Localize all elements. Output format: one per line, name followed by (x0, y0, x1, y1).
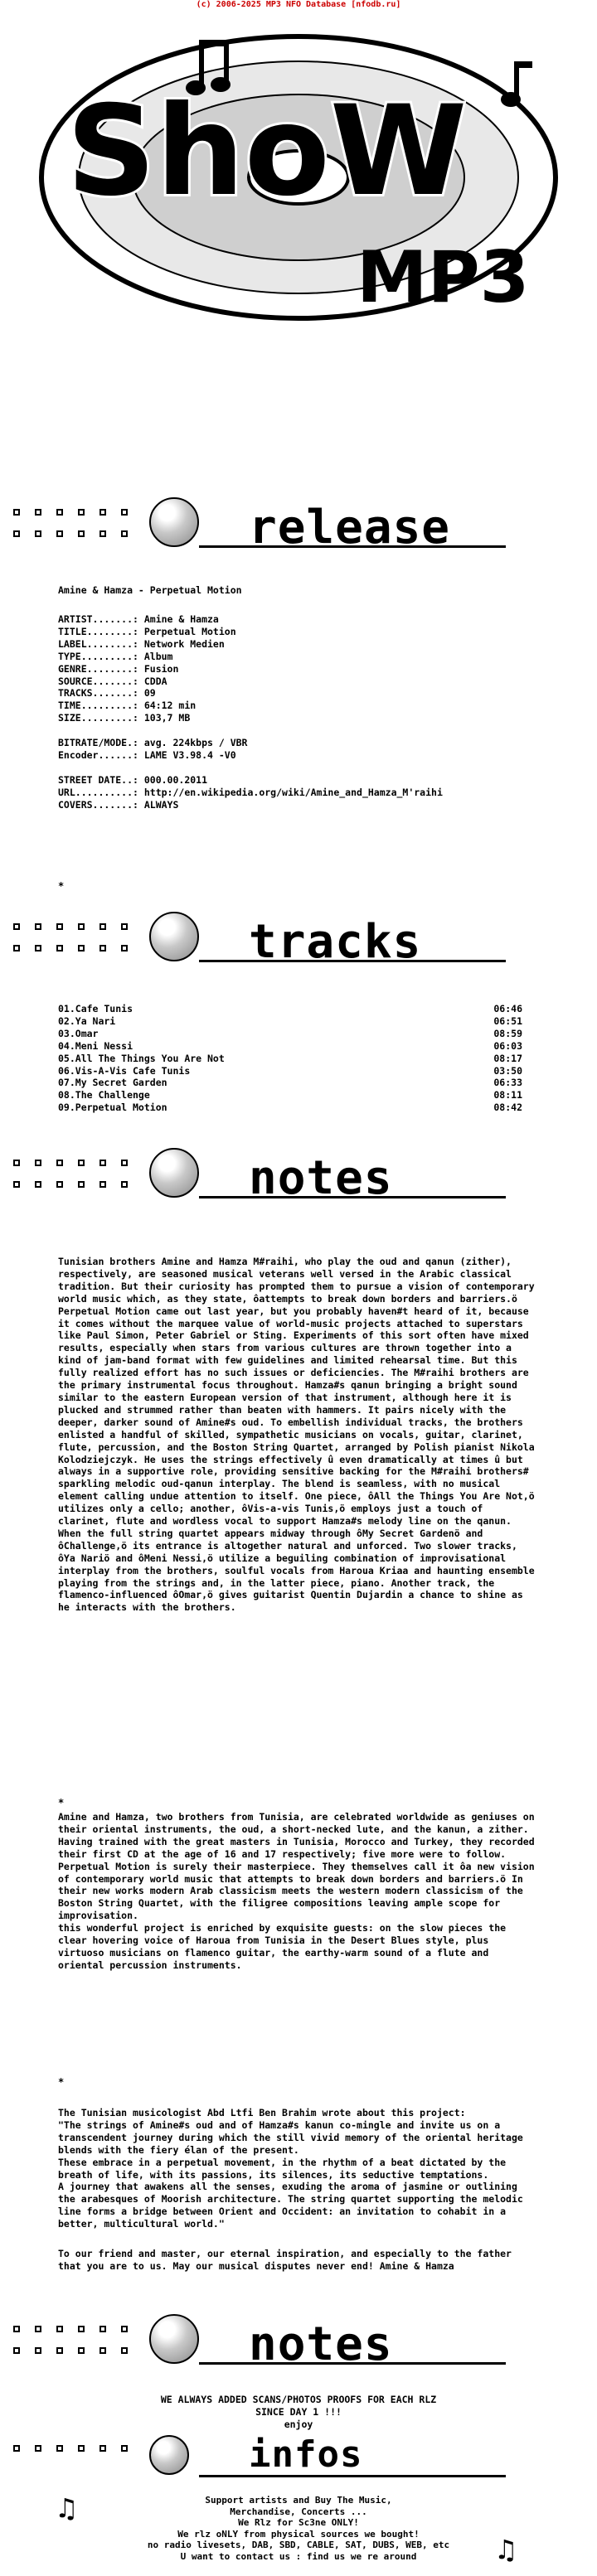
scans-line-3: enjoy (284, 2418, 313, 2430)
release-field (58, 724, 443, 737)
track-time: 08:42 (493, 1102, 522, 1114)
release-heading: release (249, 501, 451, 554)
infos-line-5: no radio livesets, DAB, SBD, CABLE, SAT, DUBS, WEB, etc (147, 2540, 450, 2550)
notes-paragraph-4: To our friend and master, our eternal inspiration, and especially to the father that you are to us. May our musical disputes never end! Amine & Hamza (58, 2248, 512, 2272)
release-field: TIME.........: 64:12 min (58, 700, 197, 712)
logo (0, 12, 597, 343)
track-time: 06:51 (493, 1014, 522, 1027)
notes-heading: notes (249, 1151, 393, 1205)
tracklist (58, 1003, 539, 1114)
release-field: STREET DATE..: 000.00.2011 (58, 773, 208, 786)
credit-line: (c) 2006-2025 MP3 NFO Database [nfodb.ru] (196, 0, 401, 9)
notes-paragraph-2: Amine and Hamza, two brothers from Tunisia, are celebrated worldwide as geniuses on their oriental instruments, the oud, a short-necked lute, and the kanun, a zither. Having trained with the great masters in Tunisia, Morocco and Turkey, they recorded their first CD at the age of 16 and 17 respectively; five more were to follow. Perpetual Motion is surely their masterpiece. They themselves call it ôa new vision of contemporary world music that attempts to break down borders and barriers.ö In their new works modern Arab classicism meets the western modern classicism of the Boston String Quartet, with the filigree compositions leaving ample scope for improvisation. this wonderful project is enriched by exquisite guests: on the slow pieces the clear hovering voice of Haroua from Tunisia in the Desert Blues style, plus virtuoso musicians on flamenco guitar, the earthy-warm sound of a flute and oriental percussion instruments. (58, 1811, 535, 1971)
release-field: SOURCE.......: CDDA (58, 675, 167, 687)
infos-line-4: We rlz oNLY from physical sources we bought! (177, 2528, 420, 2540)
infos-line-2: Merchandise, Concerts ... (230, 2506, 367, 2517)
dots-decoration (13, 2445, 128, 2452)
dots-decoration (13, 945, 128, 951)
sphere-icon (149, 1148, 199, 1198)
music-note-icon: ♫ (58, 2492, 75, 2525)
notes2-heading: notes (249, 2317, 393, 2371)
infos-line-3: We Rlz for Sc3ne ONLY! (238, 2517, 359, 2528)
dots-decoration (13, 1160, 128, 1166)
track-name: 08.The Challenge (58, 1089, 150, 1102)
dots-decoration (13, 2326, 128, 2332)
track-name: 09.Perpetual Motion (58, 1102, 167, 1114)
track-time: 08:17 (493, 1052, 522, 1064)
release-field: GENRE........: Fusion (58, 662, 179, 675)
track-name: 05.All The Things You Are Not (58, 1052, 225, 1064)
track-time: 08:59 (493, 1027, 522, 1039)
track-time: 03:50 (493, 1064, 522, 1077)
track-row (58, 1040, 522, 1053)
track-row (58, 1065, 522, 1077)
track-row (58, 1089, 522, 1102)
release-field: BITRATE/MODE.: avg. 224kbps / VBR (58, 737, 248, 749)
release-fields (58, 613, 443, 811)
release-field: SIZE.........: 103,7 MB (58, 712, 191, 724)
track-time: 06:33 (493, 1077, 522, 1089)
infos-line-1: Support artists and Buy The Music, (205, 2495, 392, 2506)
track-row (58, 1077, 522, 1089)
release-field: URL..........: http://en.wikipedia.org/wiki/Amine_and_Hamza_M'raihi (58, 786, 443, 798)
track-time: 06:03 (493, 1039, 522, 1052)
notes-paragraph-3: The Tunisian musicologist Abd Ltfi Ben Brahim wrote about this project: "The strings of Amine#s oud and of Hamza#s kanun co-mingle and invite us on a transcendent journey during which the still vivid memory of the oriental heritage blends with the fiery élan of the present. These embrace in a perpetual movement, in the rhythm of a beat dictated by the breath of life, with its passions, its silences, its seductive temptations. A journey that awakens all the senses, exuding the aroma of jasmine or outlining the arabesques of Moorish architecture. The string quartet supporting the melodic line forms a bridge between Orient and Occident: an invitation to cohabit in a better, multicultural world." (58, 2107, 523, 2230)
star-mark: * (58, 2076, 65, 2088)
star-mark: * (58, 1797, 65, 1809)
track-name: 04.Meni Nessi (58, 1039, 133, 1052)
release-field: TRACKS.......: 09 (58, 687, 156, 700)
star-mark: * (58, 880, 65, 892)
logo-text: ShoW (66, 80, 468, 224)
dots-decoration (13, 923, 128, 930)
tracks-banner (0, 879, 597, 995)
sphere-icon (149, 2435, 189, 2475)
release-field: ARTIST.......: Amine & Hamza (58, 613, 219, 625)
release-title: Amine & Hamza - Perpetual Motion (58, 584, 242, 596)
track-name: 06.Vis-A-Vis Cafe Tunis (58, 1064, 191, 1077)
tracks-heading: tracks (249, 915, 422, 969)
track-name: 07.My Secret Garden (58, 1077, 167, 1089)
scans-note (33, 2394, 564, 2431)
track-row (58, 1015, 522, 1028)
dots-decoration (13, 2347, 128, 2354)
logo-art (0, 12, 597, 343)
release-field: COVERS.......: ALWAYS (58, 798, 179, 811)
dots-decoration (13, 1181, 128, 1188)
infos-banner (0, 2428, 597, 2495)
notes-banner (0, 1115, 597, 1231)
release-banner (0, 464, 597, 580)
track-time: 08:11 (493, 1089, 522, 1102)
release-field: TYPE.........: Album (58, 650, 173, 662)
track-time: 06:46 (493, 1003, 522, 1014)
track-row (58, 1102, 522, 1114)
track-row (58, 1053, 522, 1065)
release-field: Encoder......: LAME V3.98.4 -V0 (58, 748, 236, 761)
track-row (58, 1003, 522, 1015)
track-row (58, 1028, 522, 1040)
notes-paragraph-1: Tunisian brothers Amine and Hamza M#raihi, who play the oud and qanun (zither), respectively, are seasoned musical veterans well versed in the Arabic classical tradition. But their curiosity has prompted them to pursue a vision of contemporary world music which, as they state, ôattempts to break down borders and barriers.ö Perpetual Motion came out last year, but you probably haven#t heard of it, because it comes without the marquee value of world-music projects attached to superstars like Paul Simon, Peter Gabriel or Sting. Experiments of this sort often have mixed results, especially when stars from various cultures are thrown together into a kind of jam-band format with few guidelines and limited rehearsal time. But this fully realized effort has no such issues or deficiencies. The M#raihi brothers are the primary instrumental focus throughout. Hamza#s qanun bringing a bright sound similar to the eastern European version of that instrument, although here it is plucked and strummed rather than beaten with hammers. It pairs nicely with the deeper, darker sound of Amine#s oud. To embellish individual tracks, the brothers enlisted a handful of skilled, sympathetic musicians on vocals, guitar, clarinet, flute, percussion, and the Boston String Quartet, arranged by Polish pianist Nikola Kolodziejczyk. He uses the strings effectively û even dramatically at times û but always in a supportive role, providing sensitive backing for the M#raihi brothers# sparkling melodic oud-qanun interplay. The blend is seamless, with no musical element calling undue attention to itself. One piece, ôAll the Things You Are Not,ö utilizes only a cello; another, ôVis-a-vis Tunis,ö employs just a touch of clarinet, flute and wordless vocal to support Hamza#s melody line on the qanun. When the full string quartet appears midway through ôMy Secret Gardenö and ôChallenge,ö its entrance is altogether natural and unforced. Two slower tracks, ôYa Nariö and ôMeni Nessi,ö utilize a beguiling combination of improvisational interplay from the brothers, soulful vocals from Haroua Kriaa and haunting ensemble playing from the strings and, in the latter piece, piano. Another track, the flamenco-influenced ôOmar,ö gives guitarist Quentin Dujardin a chance to shine as he interacts with the brothers. (58, 1256, 535, 1614)
dots-decoration (13, 509, 128, 516)
release-field: LABEL........: Network Medien (58, 637, 225, 650)
scans-line-1: WE ALWAYS ADDED SCANS/PHOTOS PROOFS FOR EACH RLZ (160, 2394, 437, 2405)
notes2-banner (0, 2281, 597, 2397)
sphere-icon (149, 2314, 199, 2364)
sphere-icon (149, 912, 199, 961)
scans-line-2: SINCE DAY 1 !!! (255, 2405, 342, 2418)
release-field (58, 762, 443, 774)
logo-mp3: MP3 (357, 236, 530, 319)
release-field: TITLE........: Perpetual Motion (58, 625, 236, 637)
dots-decoration (13, 530, 128, 537)
infos-block (33, 2492, 564, 2567)
music-note-icon: ♫ (498, 2534, 515, 2567)
infos-line-6: U want to contact us : find us we re around (180, 2550, 417, 2562)
track-name: 03.Omar (58, 1027, 99, 1039)
track-name: 02.Ya Nari (58, 1014, 116, 1027)
infos-heading: infos (249, 2433, 363, 2476)
track-name: 01.Cafe Tunis (58, 1003, 133, 1014)
sphere-icon (149, 497, 199, 547)
